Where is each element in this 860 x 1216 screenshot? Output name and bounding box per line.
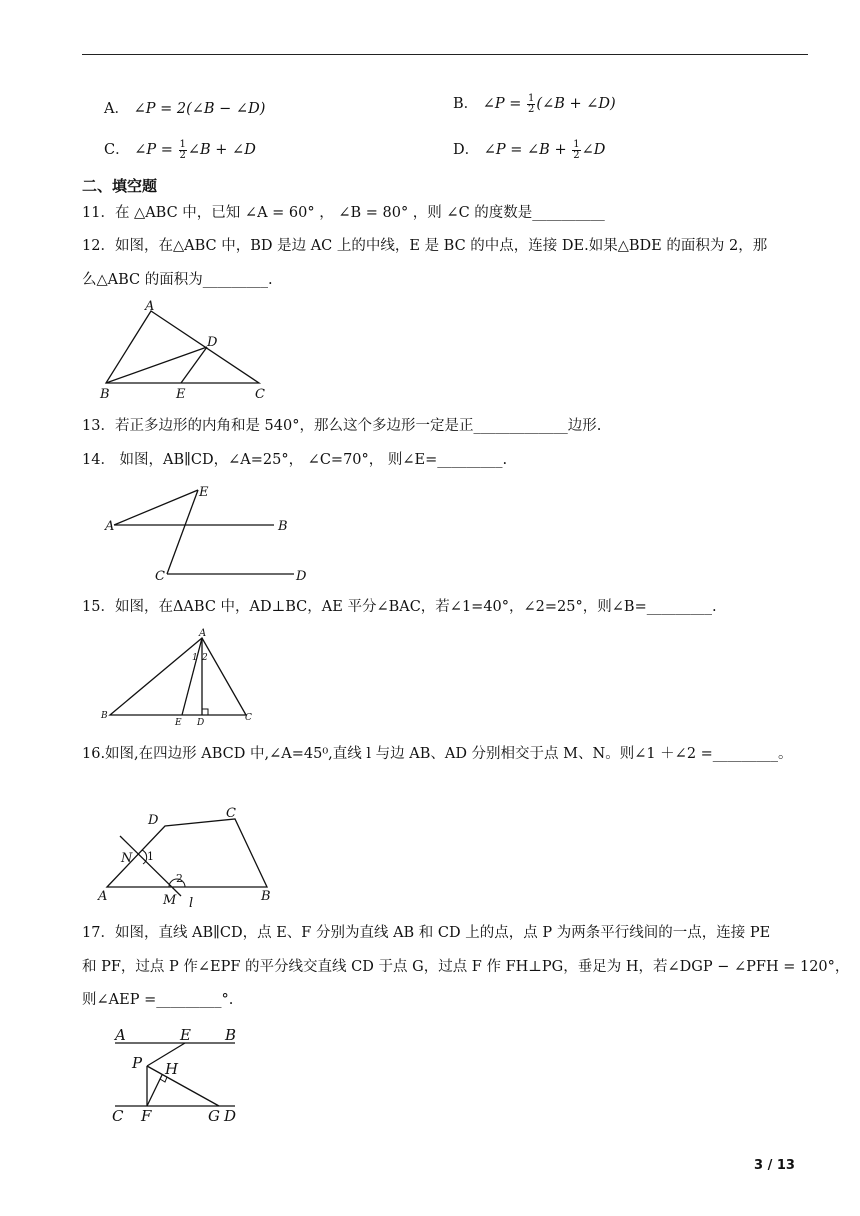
label-e: E <box>180 1026 191 1044</box>
question-13: 13．若正多边形的内角和是 540°，那么这个多边形一定是正_____________边形. <box>82 418 602 434</box>
question-14: 14． 如图，AB∥CD，∠A=25°， ∠C=70°， 则∠E=_________. <box>82 452 508 468</box>
triangle-abc <box>110 638 246 715</box>
label-b: B <box>101 711 108 721</box>
question-17-line-3: 则∠AEP =_________°. <box>82 992 234 1008</box>
label-angle-1: 1 <box>192 653 198 663</box>
label-c: C <box>155 569 165 584</box>
option-c-pre: ∠P = <box>134 142 178 158</box>
label-c: C <box>255 387 265 402</box>
option-c-fraction <box>179 140 187 161</box>
median-bd <box>106 347 207 383</box>
label-angle-1: 1 <box>147 850 154 863</box>
triangle-abc <box>106 311 259 383</box>
label-a: A <box>115 1026 126 1044</box>
label-e: E <box>199 485 209 500</box>
option-d-label: D． <box>453 142 480 158</box>
option-d <box>453 138 605 161</box>
option-d-pre: ∠P = ∠B + <box>483 142 572 158</box>
section-title: 二、填空题 <box>82 177 158 195</box>
option-b-pre: ∠P = <box>482 96 527 112</box>
option-b <box>453 92 616 115</box>
label-b: B <box>100 387 110 402</box>
label-c: C <box>245 713 252 723</box>
question-15: 15．如图，在ΔABC 中，AD⊥BC，AE 平分∠BAC，若∠1=40°，∠2=25°，则∠B=_________. <box>82 599 717 615</box>
label-b: B <box>261 889 271 904</box>
segment-ae <box>114 490 198 525</box>
header-rule <box>82 54 808 55</box>
option-d-frac-den: 2 <box>573 149 580 161</box>
figure-q17 <box>105 1022 255 1124</box>
label-e: E <box>175 718 182 728</box>
page-number: 3 / 13 <box>754 1158 795 1173</box>
segment-ec <box>167 490 198 574</box>
label-d: D <box>148 813 159 828</box>
option-c-label: C． <box>104 142 130 158</box>
label-l: l <box>189 896 194 908</box>
option-b-fraction <box>527 94 535 115</box>
question-12-line-1: 12．如图，在△ABC 中，BD 是边 AC 上的中线，E 是 BC 的中点，连接 DE.如果△BDE 的面积为 2，那 <box>82 238 768 254</box>
question-17-line-1: 17．如图，直线 AB∥CD，点 E、F 分别为直线 AB 和 CD 上的点，点 P 为两条平行线间的一点，连接 PE <box>82 925 771 941</box>
option-a-label: A． <box>104 101 129 117</box>
option-c-frac-num: 1 <box>179 138 186 150</box>
right-angle-mark <box>202 709 208 715</box>
label-p: P <box>132 1054 143 1072</box>
segment-fh <box>147 1075 162 1106</box>
option-a-text: ∠P = 2(∠B − ∠D) <box>133 101 266 117</box>
label-c: C <box>112 1107 124 1124</box>
label-m: M <box>163 893 177 908</box>
segment-de <box>181 347 207 383</box>
option-a <box>104 97 265 118</box>
option-b-label: B． <box>453 96 479 112</box>
label-f: F <box>141 1107 152 1124</box>
label-d: D <box>197 718 205 728</box>
option-d-post: ∠D <box>581 142 606 158</box>
figure-q16 <box>95 800 285 908</box>
label-a: A <box>105 519 115 534</box>
figure-q12 <box>95 298 275 402</box>
bisector-ae <box>182 638 202 715</box>
option-c-frac-den: 2 <box>179 149 186 161</box>
label-d: D <box>207 335 218 350</box>
question-11: 11．在 △ABC 中，已知 ∠A = 60° ， ∠B = 80° ，则 ∠C 的度数是__________ <box>82 205 605 221</box>
label-g: G <box>208 1107 220 1124</box>
option-b-post: (∠B + ∠D) <box>536 96 616 112</box>
label-angle-2: 2 <box>202 653 208 663</box>
option-c-post: ∠B + ∠D <box>187 142 256 158</box>
option-c <box>104 138 256 161</box>
question-17-line-2: 和 PF，过点 P 作∠EPF 的平分线交直线 CD 于点 G，过点 F 作 FH⊥PG，垂足为 H，若∠DGP − ∠PFH = 120°， <box>82 959 850 975</box>
label-d: D <box>296 569 307 584</box>
label-c: C <box>226 806 236 821</box>
label-a: A <box>199 628 207 639</box>
option-d-fraction <box>572 140 580 161</box>
bisector-pg <box>147 1066 219 1106</box>
label-b: B <box>225 1026 237 1044</box>
figure-q14 <box>100 482 315 584</box>
option-d-frac-num: 1 <box>573 138 580 150</box>
question-16: 16.如图,在四边形 ABCD 中,∠A=45⁰,直线 l 与边 AB、AD 分别相交于点 M、N。则∠1 ＋∠2 =_________。 <box>82 746 793 762</box>
question-12-line-2: 么△ABC 的面积为_________. <box>82 272 273 288</box>
label-e: E <box>176 387 186 402</box>
label-a: A <box>98 889 108 904</box>
label-angle-2: 2 <box>176 872 183 885</box>
label-d: D <box>224 1107 237 1124</box>
label-a: A <box>145 299 155 314</box>
option-b-frac-den: 2 <box>528 103 535 115</box>
label-n: N <box>121 851 133 866</box>
option-b-frac-num: 1 <box>528 92 535 104</box>
label-h: H <box>165 1060 179 1078</box>
label-b: B <box>278 519 288 534</box>
figure-q15 <box>98 626 263 730</box>
